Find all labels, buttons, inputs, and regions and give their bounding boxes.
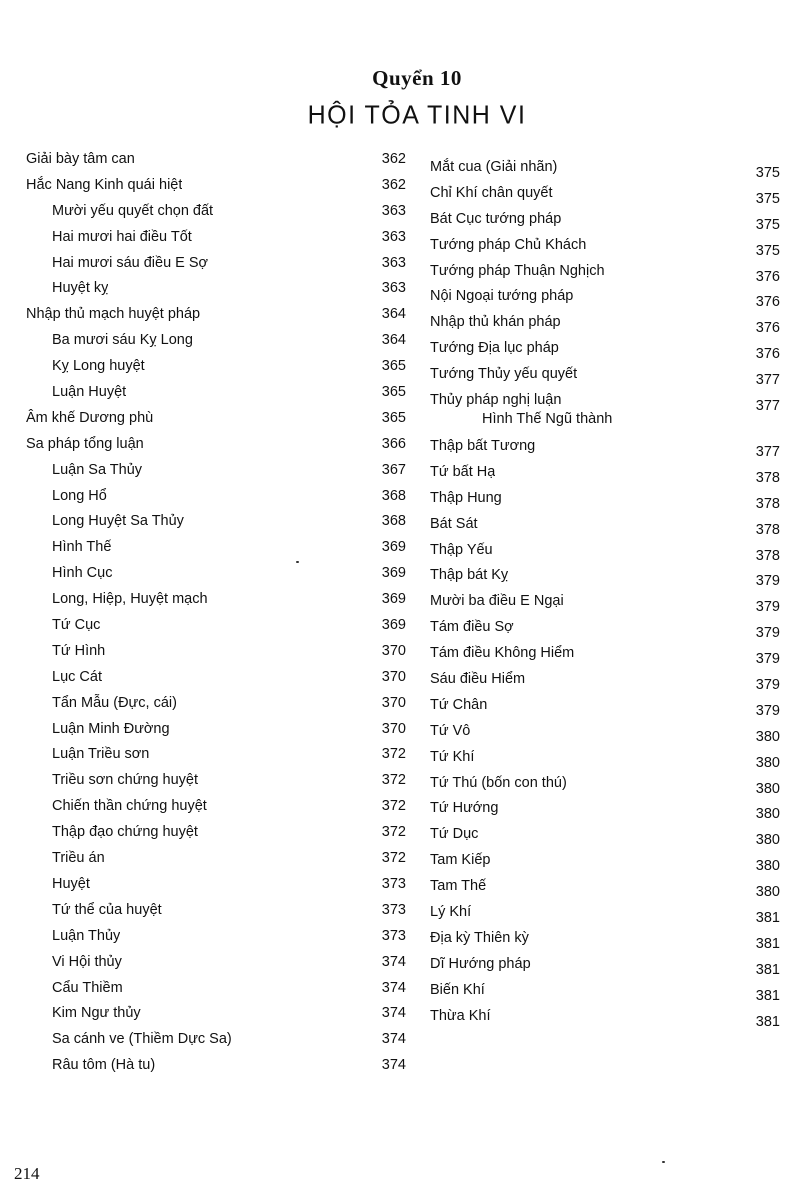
toc-entry: [430, 313, 780, 339]
toc-entry-page: 363: [381, 228, 406, 245]
toc-entry-title: [26, 823, 198, 842]
toc-entry-page: 380: [755, 806, 780, 823]
toc-entry-title: [26, 487, 107, 506]
chapter-header: [0, 66, 800, 130]
toc-entry-title: [430, 463, 495, 482]
toc-entry-title-text: Chỉ Khí chân quyết: [430, 184, 553, 201]
toc-entry-title: [26, 461, 142, 480]
toc-entry-page: 367: [381, 461, 406, 478]
toc-entry-title: [26, 979, 123, 998]
toc-entry-title: [430, 929, 529, 948]
toc-entry-title: [430, 955, 531, 974]
toc-entry-title: [430, 748, 474, 767]
toc-entry-title: [26, 176, 182, 195]
toc-entry: [26, 279, 406, 305]
toc-entry-title: [26, 642, 105, 661]
toc-entry: [430, 541, 780, 567]
toc-entry-title: [26, 668, 102, 687]
toc-entry-title: [26, 694, 177, 713]
toc-entry: [26, 228, 406, 254]
toc-entry: [430, 774, 780, 800]
toc-entry-title-text: Chiến thần chứng huyệt: [52, 798, 207, 815]
toc-entry-title-text: Tứ bất Hạ: [430, 463, 496, 480]
toc-entry-title: [430, 877, 486, 896]
toc-entry-page: 375: [755, 242, 780, 259]
toc-entry-title-text: Địa kỳ Thiên kỳ: [430, 929, 529, 946]
toc-entry-title-text: Bát Cục tướng pháp: [430, 210, 562, 227]
toc-entry-page: 365: [381, 384, 406, 401]
toc-entry-title: [430, 566, 508, 585]
toc-entry: [430, 365, 780, 391]
toc-entry-page: 377: [755, 444, 780, 461]
toc-entry: [26, 953, 406, 979]
toc-entry-page: 363: [381, 254, 406, 271]
toc-entry: [26, 383, 406, 409]
toc-entry-page: 369: [381, 591, 406, 608]
toc-entry-page: 376: [755, 346, 780, 363]
toc-entry-title-text: Tam Thế: [430, 878, 487, 895]
toc-entry-title-text: Dĩ Hướng pháp: [430, 955, 531, 972]
toc-entry-page: 369: [381, 565, 406, 582]
toc-entry-title-text: Tướng pháp Thuận Nghịch: [430, 262, 605, 279]
toc-entry-page: 379: [755, 651, 780, 668]
toc-entry: [26, 979, 406, 1005]
volume-title: Quyển 10: [372, 66, 462, 90]
toc-entry: [430, 489, 780, 515]
toc-entry-title-text: Tứ Hướng: [430, 800, 499, 817]
toc-entry-page: 370: [381, 668, 406, 685]
toc-entry: [430, 210, 780, 236]
toc-entry-page: 375: [755, 216, 780, 233]
toc-entry-title-text: Hai mươi hai điều Tốt: [52, 228, 192, 245]
toc-entry-page: 380: [755, 858, 780, 875]
toc-entry-page: 362: [381, 176, 406, 193]
toc-entry-title-text: Nhập thủ mạch huyệt pháp: [26, 306, 201, 323]
toc-entry-title-text: Thập Yếu: [430, 541, 493, 558]
toc-entry: [430, 851, 780, 877]
toc-entry-title: [26, 927, 120, 946]
toc-entry-title: [430, 722, 470, 741]
toc-entry: [26, 823, 406, 849]
toc-entry-title: [430, 981, 485, 1000]
toc-entry-page: 381: [755, 1013, 780, 1030]
toc-entry-page: 380: [755, 728, 780, 745]
toc-entry: [430, 566, 780, 592]
toc-entry-page: 374: [381, 1031, 406, 1048]
toc-entry-title-text: Tứ Hình: [52, 642, 106, 659]
toc-entry-title: [430, 618, 514, 637]
toc-entry-title-text: Hình Cục: [52, 565, 113, 582]
toc-entry-page: 378: [755, 521, 780, 538]
toc-entry-title: [26, 590, 208, 609]
toc-entry-page: 377: [755, 372, 780, 389]
toc-entry-page: 373: [381, 875, 406, 892]
toc-entry-page: 362: [381, 151, 406, 167]
toc-entry-title: [26, 901, 162, 920]
toc-entry: [26, 927, 406, 953]
toc-entry-title-text: Thập bát Kỵ: [430, 567, 509, 584]
page-number: 214: [14, 1164, 40, 1183]
toc-entry-page: 372: [381, 850, 406, 867]
toc-entry-title-text: Tứ Dục: [430, 826, 479, 843]
toc-entry-page: 380: [755, 754, 780, 771]
toc-entry-page: 379: [755, 702, 780, 719]
toc-entry-title-text: Lục Cát: [52, 668, 102, 685]
toc-entry-title-text: Sa cánh ve (Thiềm Dực Sa): [52, 1031, 232, 1048]
toc-entry-title-text: Bát Sát: [430, 515, 478, 532]
toc-entry-title: [26, 357, 145, 376]
toc-entry-title: [430, 210, 561, 229]
toc-entry-title: [430, 313, 561, 332]
toc-entry-page: 377: [755, 398, 780, 415]
toc-entry-title-text: Tứ Cục: [52, 617, 101, 634]
toc-entry: [26, 435, 406, 461]
toc-entry-title-text: Cẩu Thiềm: [52, 979, 123, 996]
toc-entry-page: 379: [755, 677, 780, 694]
toc-entry-title-text: Thủy pháp nghị luận: [430, 392, 562, 409]
toc-entry: [26, 512, 406, 538]
toc-entry-title: [26, 383, 126, 402]
toc-entry-title-text: Ba mươi sáu Kỵ Long: [52, 332, 193, 349]
toc-entry-title-text: Sáu điều Hiểm: [430, 671, 526, 688]
toc-entry: [430, 339, 780, 365]
toc-entry-page: 363: [381, 280, 406, 297]
toc-entry-title-text: Thập đạo chứng huyệt: [52, 824, 198, 841]
toc-entry-title-text: Mắt cua (Giải nhãn): [430, 159, 558, 175]
toc-entry-title: [430, 262, 605, 281]
toc-entry-page: 381: [755, 987, 780, 1004]
toc-entry-title: [430, 774, 567, 793]
toc-entry-title-text: Vi Hội thủy: [52, 953, 122, 970]
toc-entry: [430, 158, 780, 184]
toc-entry-title: [26, 953, 122, 972]
toc-entry-title: [430, 670, 525, 689]
toc-entry-title-text: Luận Minh Đường: [52, 720, 170, 737]
toc-entry-title: [26, 512, 184, 531]
toc-entry-page: 379: [755, 625, 780, 642]
toc-entry: [26, 305, 406, 331]
toc-entry: [26, 176, 406, 202]
toc-entry-page: 374: [381, 979, 406, 996]
toc-entry-page: 372: [381, 746, 406, 763]
toc-entry-title-text: Luận Sa Thủy: [52, 461, 143, 478]
toc-entry-title-continuation: Hình Thế Ngũ thành: [482, 411, 613, 428]
toc-entry-title-text: Sa pháp tổng luận: [26, 435, 144, 452]
toc-entry-page: 376: [755, 294, 780, 311]
toc-entry-page: 373: [381, 927, 406, 944]
toc-entry-title-text: Âm khế Dương phù: [26, 409, 154, 426]
toc-entry-title: [26, 771, 198, 790]
toc-entry: [430, 618, 780, 644]
toc-entry: [430, 929, 780, 955]
toc-entry-title-text: Tứ thể của huyệt: [52, 901, 162, 918]
toc-entry-page: 375: [755, 165, 780, 181]
toc-entry: [430, 722, 780, 748]
toc-entry-title-text: Tam Kiếp: [430, 852, 491, 869]
toc-entry-title: [430, 515, 478, 534]
toc-entry: [26, 487, 406, 513]
toc-entry-title-text: Hai mươi sáu điều E Sợ: [52, 254, 209, 271]
toc-entry-title: [430, 1007, 491, 1026]
toc-entry-title-text: Tứ Khí: [430, 748, 475, 765]
toc-entry: [430, 515, 780, 541]
toc-entry: [430, 748, 780, 774]
toc-entry-title-text: Lý Khí: [430, 904, 472, 921]
toc-entry-page: 379: [755, 599, 780, 616]
toc-entry-title: [26, 409, 153, 428]
toc-entry-title: [26, 228, 192, 247]
toc-entry-title: [26, 150, 135, 169]
toc-entry-page: 368: [381, 513, 406, 530]
toc-entry-title: [26, 849, 105, 868]
toc-entry: [430, 903, 780, 929]
print-speck: [662, 1161, 665, 1163]
toc-entry-title: [430, 541, 493, 560]
toc-entry-title: [26, 435, 144, 454]
toc-entry-page: 374: [381, 1057, 406, 1074]
toc-entry: [26, 202, 406, 228]
toc-entry: [26, 590, 406, 616]
toc-entry: [26, 694, 406, 720]
toc-entry-page: 373: [381, 901, 406, 918]
toc-entry-title-text: Tứ Chân: [430, 696, 488, 713]
toc-entry-title: [430, 236, 586, 255]
toc-entry: [26, 564, 406, 590]
toc-entry-title: [26, 331, 193, 350]
toc-entry: [26, 745, 406, 771]
toc-entry-title-text: Long Huyệt Sa Thủy: [52, 513, 184, 530]
toc-entry: [430, 955, 780, 981]
toc-entry-title: [26, 538, 111, 557]
toc-entry: [26, 668, 406, 694]
toc-entry-title-text: Thừa Khí: [430, 1007, 491, 1024]
toc-entry: [430, 391, 780, 437]
toc-entry: [26, 1056, 406, 1082]
toc-entry-page: 376: [755, 268, 780, 285]
toc-entry-title-text: Long Hổ: [52, 487, 107, 504]
toc-entry-title-text: Hắc Nang Kinh quái hiệt: [26, 176, 183, 193]
toc-entry: [430, 670, 780, 696]
toc-entry-page: 381: [755, 910, 780, 927]
toc-entry-title: [26, 202, 213, 221]
toc-right-column: [430, 158, 780, 1033]
toc-entry: [26, 797, 406, 823]
toc-entry: [430, 262, 780, 288]
toc-entry-title: [430, 592, 564, 611]
toc-entry: [430, 184, 780, 210]
toc-entry: [430, 287, 780, 313]
toc-entry-title-text: Luận Huyệt: [52, 384, 127, 401]
toc-entry-page: 378: [755, 495, 780, 512]
toc-entry-page: 369: [381, 617, 406, 634]
toc-entry: [430, 877, 780, 903]
toc-entry-page: 372: [381, 772, 406, 789]
toc-entry-page: 380: [755, 884, 780, 901]
toc-entry-title: [26, 745, 149, 764]
toc-entry-title: [430, 184, 553, 203]
toc-entry-title: [26, 1056, 155, 1075]
toc-entry-page: 378: [755, 547, 780, 564]
toc-entry: [430, 799, 780, 825]
toc-entry-title-text: Râu tôm (Hà tu): [52, 1057, 156, 1074]
toc-entry-page: 365: [381, 358, 406, 375]
toc-entry: [430, 437, 780, 463]
toc-entry-title-text: Tẩn Mẫu (Đực, cái): [52, 694, 177, 711]
toc-entry-title-text: Nội Ngoại tướng pháp: [430, 288, 574, 305]
toc-entry: [26, 642, 406, 668]
toc-entry-title-text: Luận Thủy: [52, 927, 121, 944]
toc-entry-page: 376: [755, 320, 780, 337]
toc-entry-page: 370: [381, 720, 406, 737]
toc-entry-page: 364: [381, 332, 406, 349]
toc-entry-title-text: Thập bất Tương: [430, 438, 536, 455]
toc-entry: [26, 254, 406, 280]
toc-entry-title-text: Mười ba điều E Ngại: [430, 593, 564, 610]
toc-entry-page: 372: [381, 824, 406, 841]
toc-entry-title-text: Kim Ngư thủy: [52, 1005, 141, 1022]
toc-entry-title: [26, 1004, 141, 1023]
toc-entry-title: [430, 696, 487, 715]
toc-entry-page: 381: [755, 935, 780, 952]
toc-entry-title: [26, 875, 90, 894]
toc-entry-title-text: Tứ Thú (bốn con thú): [430, 774, 567, 791]
toc-entry: [430, 592, 780, 618]
toc-entry-page: 381: [755, 961, 780, 978]
toc-entry: [26, 409, 406, 435]
toc-entry-page: 374: [381, 953, 406, 970]
toc-entry-page: 380: [755, 832, 780, 849]
toc-entry-title: [26, 797, 207, 816]
toc-entry-title: [26, 305, 200, 324]
toc-entry-page: 375: [755, 190, 780, 207]
toc-entry-title: [430, 339, 559, 358]
toc-entry-title: [430, 365, 577, 384]
toc-entry-page: 369: [381, 539, 406, 556]
toc-entry-title-text: Luận Triều sơn: [52, 746, 150, 763]
part-title: HỘI TỎA TINH VI: [307, 100, 527, 130]
toc-entry-page: 374: [381, 1005, 406, 1022]
toc-entry-title-text: Biến Khí: [430, 981, 485, 998]
toc-entry: [26, 849, 406, 875]
print-speck: [296, 561, 299, 563]
toc-entry-title: [430, 489, 502, 508]
toc-entry: [430, 696, 780, 722]
toc-entry-page: 372: [381, 798, 406, 815]
toc-entry-title-text: Tứ Vô: [430, 722, 471, 739]
toc-entry-page: 380: [755, 780, 780, 797]
toc-entry-title: [26, 564, 112, 583]
toc-entry-title-text: Tướng pháp Chủ Khách: [430, 236, 587, 253]
toc-entry: [430, 463, 780, 489]
toc-entry-title-text: Tướng Địa lục pháp: [430, 340, 559, 357]
toc-entry: [430, 644, 780, 670]
toc-entry-page: 364: [381, 306, 406, 323]
toc-entry-title: [430, 903, 471, 922]
toc-entry: [26, 461, 406, 487]
toc-entry-page: 363: [381, 202, 406, 219]
toc-entry-title: [430, 287, 573, 306]
toc-entry: [26, 331, 406, 357]
toc-entry: [26, 538, 406, 564]
toc-entry-title-text: Tám điều Không Hiểm: [430, 645, 575, 662]
toc-entry-title-text: Long, Hiệp, Huyệt mạch: [52, 591, 208, 608]
toc-left-column: [26, 150, 406, 1082]
toc-entry-title: [430, 391, 612, 429]
toc-entry: [26, 357, 406, 383]
toc-entry-page: 379: [755, 573, 780, 590]
toc-entry-page: 370: [381, 694, 406, 711]
toc-entry: [26, 720, 406, 746]
toc-entry-page: 365: [381, 409, 406, 426]
toc-entry-title: [430, 437, 535, 456]
toc-entry: [26, 901, 406, 927]
toc-entry: [26, 616, 406, 642]
toc-entry-page: 378: [755, 469, 780, 486]
toc-entry-title-text: Nhập thủ khán pháp: [430, 314, 561, 331]
toc-entry: [26, 771, 406, 797]
toc-entry-title: [430, 158, 557, 177]
toc-entry-title-text: Triều sơn chứng huyệt: [52, 772, 199, 789]
toc-entry-title-text: Thập Hung: [430, 489, 502, 506]
toc-entry-title-text: Huyệt kỵ: [52, 280, 109, 297]
toc-entry-title-text: Triều án: [52, 850, 105, 867]
toc-entry-title-text: Kỵ Long huyệt: [52, 358, 145, 375]
toc-entry-title: [26, 254, 208, 273]
toc-entry-page: 370: [381, 642, 406, 659]
toc-entry-title: [26, 720, 170, 739]
toc-entry-title-text: Tướng Thủy yếu quyết: [430, 366, 578, 383]
toc-entry: [26, 1004, 406, 1030]
toc-entry: [430, 236, 780, 262]
toc-entry-title: [430, 799, 498, 818]
toc-entry: [26, 150, 406, 176]
toc-entry: [430, 981, 780, 1007]
toc-entry-title-text: Hình Thế: [52, 539, 112, 556]
toc-entry-title-text: Tám điều Sợ: [430, 619, 514, 636]
toc-entry-title-text: Mười yếu quyết chọn đất: [52, 202, 214, 219]
toc-entry: [430, 1007, 780, 1033]
toc-entry: [430, 825, 780, 851]
toc-entry-title-text: Huyệt: [52, 875, 90, 892]
toc-entry: [26, 1030, 406, 1056]
toc-entry-title: [26, 1030, 232, 1049]
toc-entry-title: [430, 644, 574, 663]
toc-entry-title: [26, 279, 108, 298]
toc-entry: [26, 875, 406, 901]
toc-entry-page: 368: [381, 487, 406, 504]
toc-entry-title-text: Giải bày tâm can: [26, 151, 135, 167]
toc-entry-title: [26, 616, 100, 635]
toc-entry-page: 366: [381, 435, 406, 452]
toc-entry-title: [430, 851, 490, 870]
toc-entry-title: [430, 825, 478, 844]
